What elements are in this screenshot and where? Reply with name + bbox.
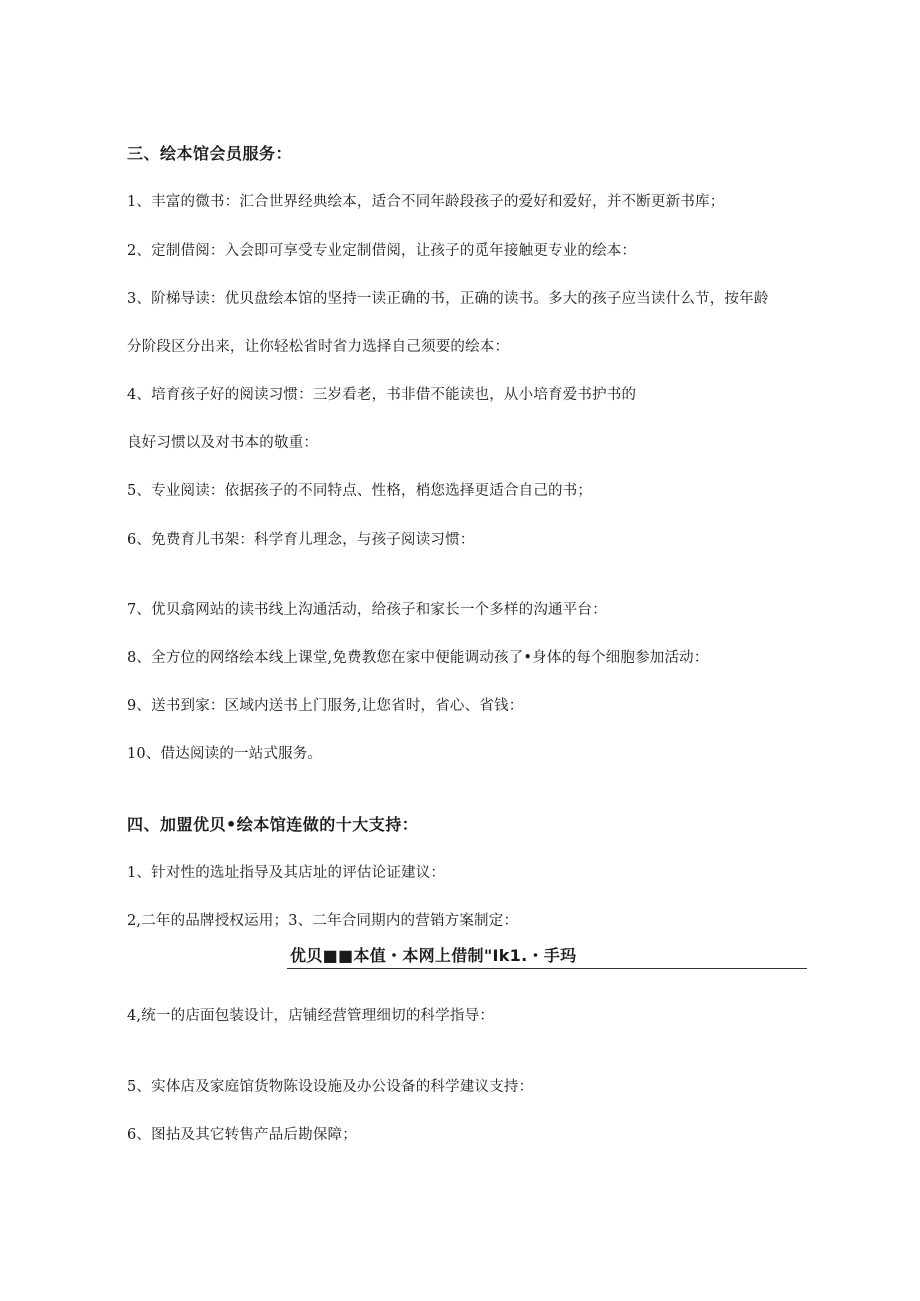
section-3-item-4: 4、培育孩子好的阅读习惯：三岁看老，书非借不能读也，从小培育爱书护书的 bbox=[127, 387, 637, 403]
section-4-item-2-3: 2,二年的品牌授权运用；3、二年合同期内的营销方案制定： bbox=[127, 913, 519, 929]
section-3-item-6: 6、免费育儿书架：科学育儿理念，与孩子阅读习惯： bbox=[127, 532, 475, 548]
section-3-item-5: 5、专业阅读：依据孩子的不同特点、性格，梢您选择更适合自己的书； bbox=[127, 483, 593, 499]
section-4-item-5: 5、实体店及家庭馆货物陈设设施及办公设备的科学建议支持： bbox=[127, 1079, 534, 1095]
section-3-item-2: 2、定制借阅：入会即可享受专业定制借阅，让孩子的觅年接触更专业的绘本： bbox=[127, 243, 637, 259]
section-3-item-9: 9、送书到家：区域内送书上门服务,让您省时，省心、省钱： bbox=[127, 698, 524, 714]
section-3-item-3: 3、阶梯导读：优贝盘绘本馆的坚持一读正确的书，正确的读书。多大的孩子应当读什么节，按年龄 bbox=[127, 291, 769, 307]
embedded-banner bbox=[287, 946, 807, 969]
section-4-item-4: 4,统一的店面包装设计，店铺经营管理细切的科学指导： bbox=[127, 1008, 495, 1024]
section-3-item-4-continued: 良好习惯以及对书本的敬重： bbox=[127, 435, 319, 451]
section-3-item-1: 1、丰富的微书：汇合世界经典绘本，适合不同年龄段孩子的爱好和爱好，并不断更新书库； bbox=[127, 194, 725, 210]
section-3-item-3-continued: 分阶段区分出来，让你轻松省时省力选择自己须要的绘本： bbox=[127, 339, 510, 355]
section-3-item-10: 10、借达阅读的一站式服务。 bbox=[127, 746, 323, 762]
section-4-heading: 四、加盟优贝•绘本馆连做的十大支持： bbox=[127, 815, 419, 834]
section-3-item-7: 7、优贝翕网站的读书线上沟通活动，给孩子和家长一个多样的沟通平台： bbox=[127, 602, 607, 618]
section-3-item-8: 8、全方位的网络绘本线上课堂,免费教您在家中便能调动孩了•身体的每个细胞参加活动： bbox=[127, 650, 709, 666]
embedded-banner-text: 优贝■■本值・本网上借制"Ik1.・手玛 bbox=[290, 946, 577, 965]
section-3-heading: 三、绘本馆会员服务： bbox=[127, 144, 293, 163]
section-4-item-1: 1、针对性的选址指导及其店址的评估论证建议： bbox=[127, 865, 446, 881]
section-4-item-6: 6、图拈及其它转售产品后勘保障； bbox=[127, 1127, 357, 1143]
